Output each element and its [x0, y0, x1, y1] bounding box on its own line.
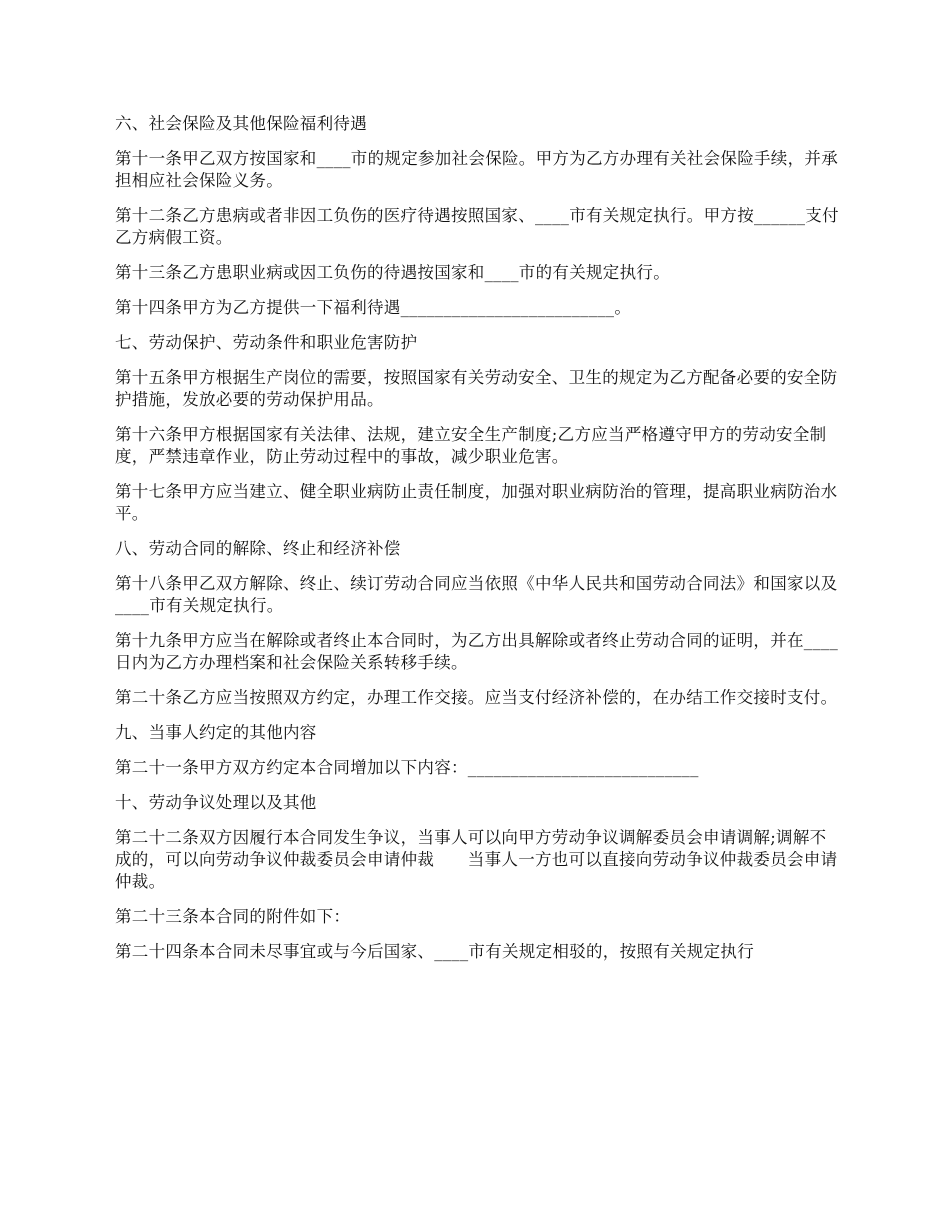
section-heading-8: 八、劳动合同的解除、终止和经济补偿: [115, 539, 401, 558]
section-heading-9: 九、当事人约定的其他内容: [115, 723, 317, 742]
article-20: 第二十条乙方应当按照双方约定，办理工作交接。应当支付经济补偿的，在办结工作交接时支付。: [115, 688, 838, 707]
article-16: 第十六条甲方根据国家有关法律、法规，建立安全生产制度;乙方应当严格遵守甲方的劳动安全制度，严禁违章作业，防止劳动过程中的事故，减少职业危害。: [115, 425, 827, 466]
article-24: 第二十四条本合同未尽事宜或与今后国家、____市有关规定相驳的，按照有关规定执行: [115, 942, 754, 961]
article-21: 第二十一条甲方双方约定本合同增加以下内容：___________________________: [115, 758, 699, 777]
article-17: 第十七条甲方应当建立、健全职业病防止责任制度，加强对职业病防治的管理，提高职业病防治水平。: [115, 482, 838, 523]
section-heading-10: 十、劳动争议处理以及其他: [115, 793, 317, 812]
article-19: 第十九条甲方应当在解除或者终止本合同时，为乙方出具解除或者终止劳动合同的证明，并在____日内为乙方办理档案和社会保险关系转移手续。: [115, 631, 838, 672]
article-13: 第十三条乙方患职业病或因工负伤的待遇按国家和____市的有关规定执行。: [115, 263, 670, 282]
article-14: 第十四条甲方为乙方提供一下福利待遇_________________________。: [115, 298, 632, 317]
document-page: [115, 113, 841, 976]
section-heading-6: 六、社会保险及其他保险福利待遇: [115, 114, 367, 133]
article-22: 第二十二条双方因履行本合同发生争议，当事人可以向甲方劳动争议调解委员会申请调解;调解不成的，可以向劳动争议仲裁委员会申请仲裁 当事人一方也可以直接向劳动争议仲裁委员会申请仲裁。: [115, 828, 838, 891]
article-23: 第二十三条本合同的附件如下：: [115, 907, 351, 926]
section-heading-7: 七、劳动保护、劳动条件和职业危害防护: [115, 333, 418, 352]
article-15: 第十五条甲方根据生产岗位的需要，按照国家有关劳动安全、卫生的规定为乙方配备必要的安全防护措施，发放必要的劳动保护用品。: [115, 368, 838, 409]
article-18: 第十八条甲乙双方解除、终止、续订劳动合同应当依照《中华人民共和国劳动合同法》和国家以及____市有关规定执行。: [115, 574, 838, 615]
article-11: 第十一条甲乙双方按国家和____市的规定参加社会保险。甲方为乙方办理有关社会保险手续，并承担相应社会保险义务。: [115, 149, 838, 190]
article-12: 第十二条乙方患病或者非因工负伤的医疗待遇按照国家、____市有关规定执行。甲方按______支付乙方病假工资。: [115, 206, 839, 247]
